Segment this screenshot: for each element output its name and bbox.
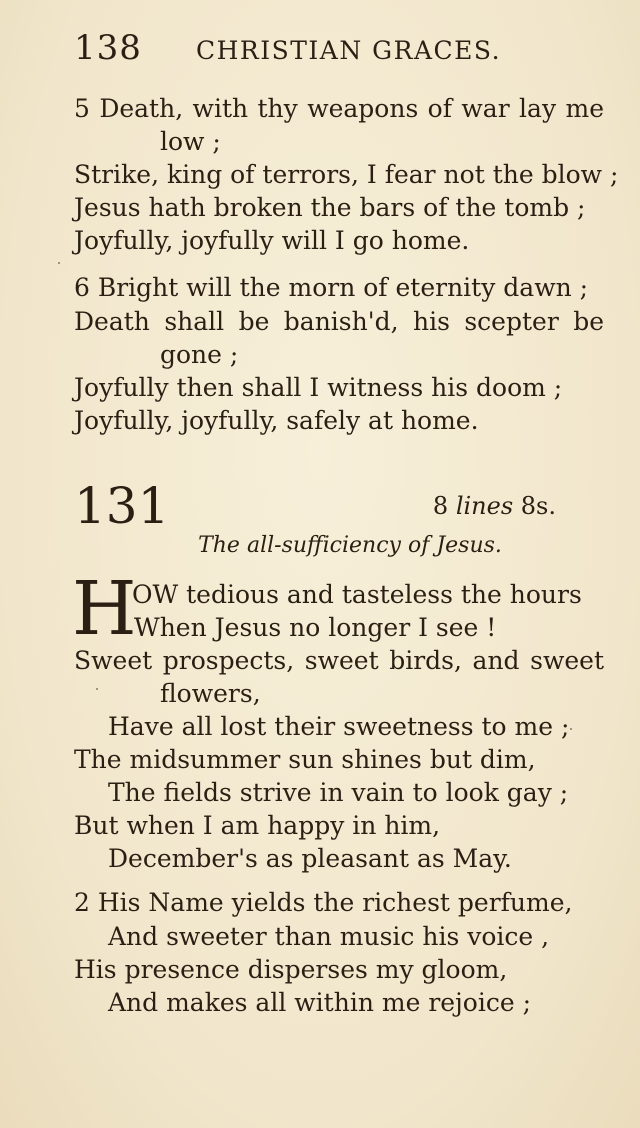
stanza2-line2: And sweeter than music his voice , [108, 922, 550, 951]
hymn-title: The all-sufficiency of Jesus. [198, 533, 502, 558]
stanza5-line1: 5 Death, with thy weapons of war lay me [74, 94, 604, 123]
stanza5-line3: Jesus hath broken the bars of the tomb ; [74, 193, 586, 222]
stanza6-line1: 6 Bright will the morn of eternity dawn ; [74, 273, 589, 302]
stanza1-line1: OW tedious and tasteless the hours [132, 580, 582, 609]
stanza1-line3-cont: flowers, [160, 679, 261, 708]
paper-speck [58, 262, 60, 264]
stanza1-line5: The midsummer sun shines but dim, [74, 745, 536, 774]
stanza2-line3: His presence disperses my gloom, [74, 955, 508, 984]
page-number: 138 [74, 28, 142, 68]
stanza1-line4: Have all lost their sweetness to me ; [108, 712, 570, 741]
drop-cap: H [72, 566, 137, 652]
stanza1-line7: But when I am happy in him, [74, 811, 441, 840]
page-header [74, 28, 600, 68]
meter-count: 8 [432, 492, 449, 520]
stanza5-line4: Joyfully, joyfully will I go home. [74, 226, 470, 255]
paper-speck [96, 688, 98, 690]
stanza5-line2: Strike, king of terrors, I fear not the blow ; [74, 160, 619, 189]
stanza6-line2-cont: gone ; [160, 340, 239, 369]
stanza1-line8: December's as pleasant as May. [108, 844, 512, 873]
meter-word: lines [455, 492, 514, 520]
stanza6-line4: Joyfully, joyfully, safely at home. [74, 406, 479, 435]
paper-speck [570, 728, 572, 730]
stanza1-line3: Sweet prospects, sweet birds, and sweet [74, 646, 604, 675]
hymn-number: 131 [74, 477, 170, 535]
stanza1-line6: The fields strive in vain to look gay ; [108, 778, 569, 807]
stanza1-line2: When Jesus no longer I see ! [134, 613, 497, 642]
meter-measure: 8s. [520, 492, 556, 520]
stanza2-line4: And makes all within me rejoice ; [108, 988, 532, 1017]
stanza5-line1-cont: low ; [160, 127, 221, 156]
stanza6-line2: Death shall be banish'd, his scepter be [74, 307, 604, 336]
stanza2-line1: 2 His Name yields the richest perfume, [74, 888, 573, 917]
stanza6-line3: Joyfully then shall I witness his doom ; [74, 373, 563, 402]
running-title: CHRISTIAN GRACES. [196, 36, 502, 65]
hymn-meter [433, 492, 556, 520]
